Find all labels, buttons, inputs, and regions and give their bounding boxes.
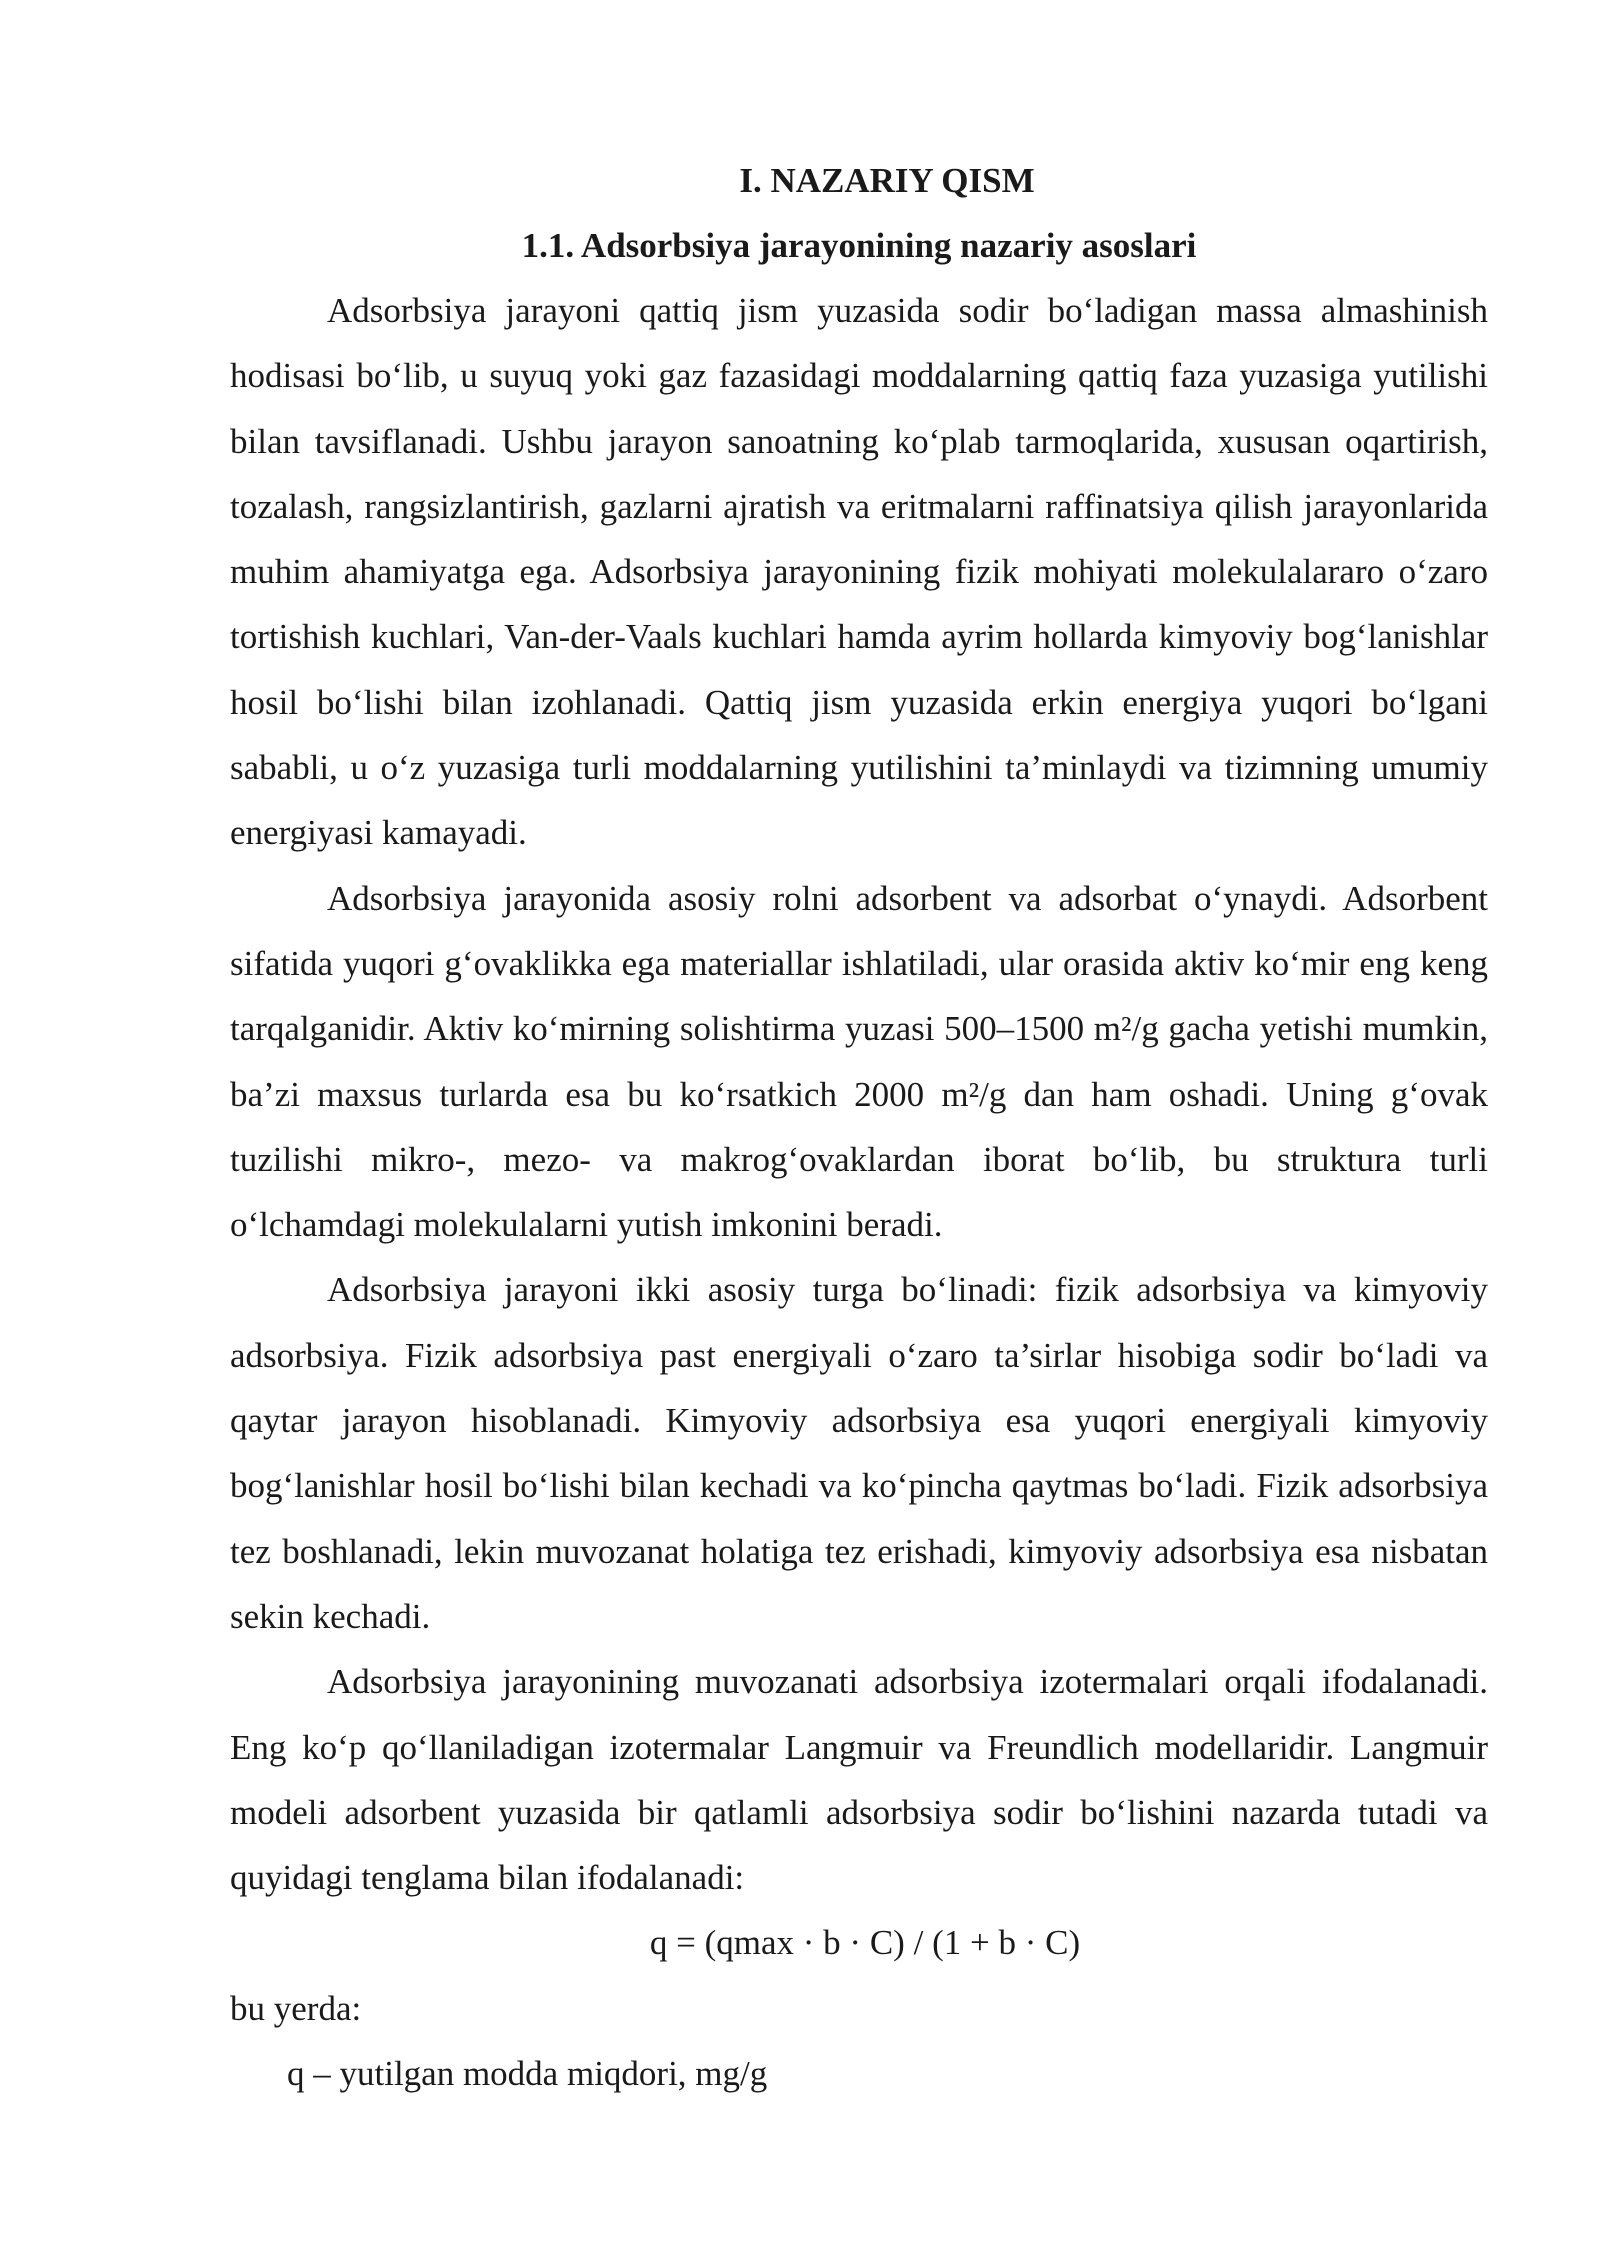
- page-content: [230, 148, 1488, 2106]
- definition-item: q – yutilgan modda miqdori, mg/g: [287, 2054, 768, 2094]
- where-label: bu yerda:: [230, 1988, 362, 2028]
- paragraph-4: Adsorbsiya jarayonining muvozanati adsorbsiya izotermalari orqali ifodalanadi. Eng ko‘p qo‘llaniladigan izotermalar Langmuir va Freundlich modellaridir. Langmuir modeli adsorbent yuzasida bir qatlamli adsorbsiya sodir bo‘lishini nazarda tutadi va quyidagi tenglama bilan ifodalanadi:: [230, 1662, 1488, 1898]
- paragraph-3: Adsorbsiya jarayoni ikki asosiy turga bo‘linadi: fizik adsorbsiya va kimyoviy adsorbsiya. Fizik adsorbsiya past energiyali o‘zaro ta’sirlar hisobiga sodir bo‘ladi va qaytar jarayon hisoblanadi. Kimyoviy adsorbsiya esa yuqori energiyali kimyoviy bog‘lanishlar hosil bo‘lishi bilan kechadi va ko‘pincha qaytmas bo‘ladi. Fizik adsorbsiya tez boshlanadi, lekin muvozanat holatiga tez erishadi, kimyoviy adsorbsiya esa nisbatan sekin kechadi.: [230, 1270, 1488, 1636]
- section-subtitle: 1.1. Adsorbsiya jarayonining nazariy asoslari: [521, 226, 1197, 265]
- paragraph-1: Adsorbsiya jarayoni qattiq jism yuzasida sodir bo‘ladigan massa almashinish hodisasi bo‘lib, u suyuq yoki gaz fazasidagi moddalarning qattiq faza yuzasiga yutilishi bilan tavsiflanadi. Ushbu jarayon sanoatning ko‘plab tarmoqlarida, xususan oqartirish, tozalash, rangsizlantirish, gazlarni ajratish va eritmalarni raffinatsiya qilish jarayonlarida muhim ahamiyatga ega. Adsorbsiya jarayonining fizik mohiyati molekulalararo o‘zaro tortishish kuchlari, Van-der-Vaals kuchlari hamda ayrim hollarda kimyoviy bog‘lanishlar hosil bo‘lishi bilan izohlanadi. Qattiq jism yuzasida erkin energiya yuqori bo‘lgani sababli, u o‘z yuzasiga turli moddalarning yutilishini ta’minlaydi va tizimning umumiy energiyasi kamayadi.: [230, 291, 1488, 853]
- section-title: I. NAZARIY QISM: [739, 161, 1035, 200]
- langmuir-formula: q = (qmax · b · C) / (1 + b · C): [649, 1923, 1081, 1963]
- paragraph-2: Adsorbsiya jarayonida asosiy rolni adsorbent va adsorbat o‘ynaydi. Adsorbent sifatida yuqori g‘ovaklikka ega materiallar ishlatiladi, ular orasida aktiv ko‘mir eng keng tarqalganidir. Aktiv ko‘mirning solishtirma yuzasi 500–1500 m²/g gacha yetishi mumkin, ba’zi maxsus turlarda esa bu ko‘rsatkich 2000 m²/g dan ham oshadi. Uning g‘ovak tuzilishi mikro-, mezo- va makrog‘ovaklardan iborat bo‘lib, bu struktura turli o‘lchamdagi molekulalarni yutish imkonini beradi.: [230, 878, 1488, 1245]
